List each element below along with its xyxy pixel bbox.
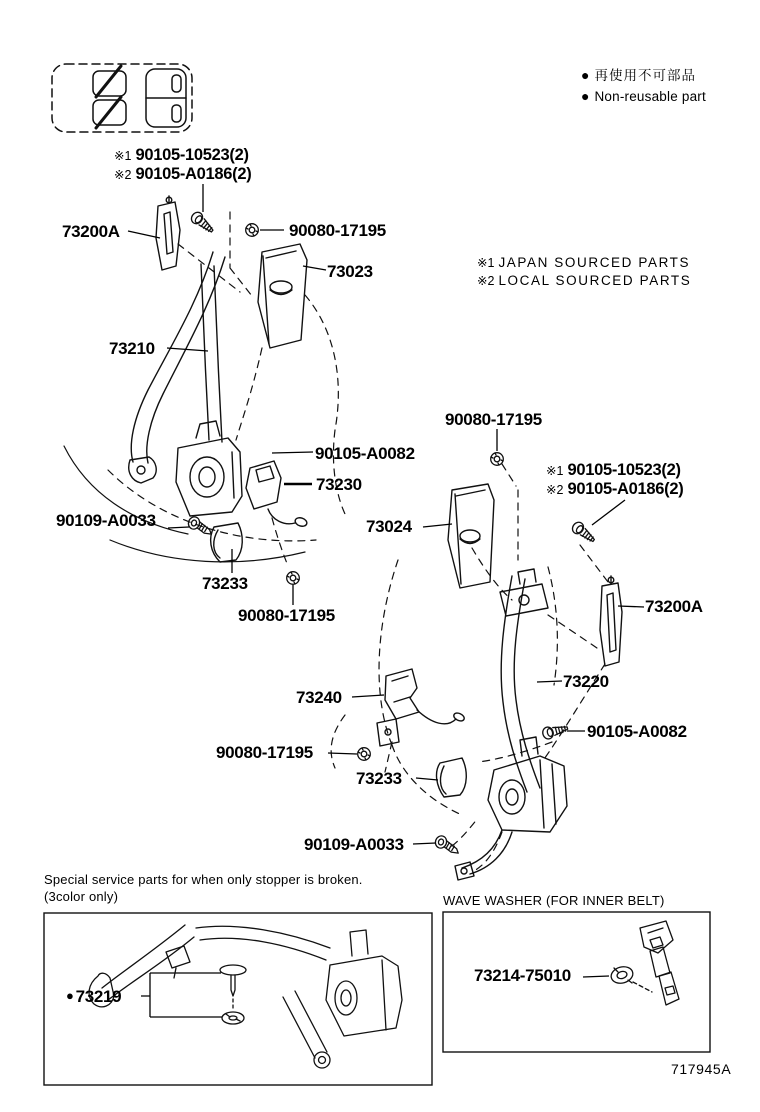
height-adjuster-73200a-right-drawing — [600, 576, 622, 666]
fastener-note-mid: ※1 90105-10523(2) ※2 90105-A0186(2) — [546, 461, 684, 498]
part-label-73024: 73024 — [366, 517, 412, 536]
source-notes: ※1 JAPAN SOURCED PARTS ※2 LOCAL SOURCED PARTS — [477, 255, 692, 288]
nut-icon — [358, 748, 371, 761]
part-label-90105-a0082-1: 90105-A0082 — [315, 444, 415, 463]
part-label-73230: 73230 — [316, 475, 362, 494]
part-label-90105-a0082-2: 90105-A0082 — [587, 722, 687, 741]
fastener-note-top: ※1 90105-10523(2) ※2 90105-A0186(2) — [114, 146, 252, 183]
belt-webbing-73210-drawing — [129, 252, 225, 483]
special-service-caption: Special service parts for when only stopper is broken. (3color only) — [44, 872, 363, 904]
part-label-90080-17195-4: 90080-17195 — [216, 743, 313, 762]
part-label-73219: ● 73219 — [66, 987, 122, 1006]
bolt-icon — [541, 722, 568, 740]
part-label-73233-2: 73233 — [356, 769, 402, 788]
part-label-73240: 73240 — [296, 688, 342, 707]
part-label-90109-a0033-1: 90109-A0033 — [56, 511, 156, 530]
nut-icon — [491, 453, 504, 466]
non-reusable-bullet-icon: ● — [581, 88, 590, 104]
car-top-view-icon — [52, 64, 192, 132]
drawing-code: 717945A — [671, 1061, 732, 1077]
part-label-73233-1: 73233 — [202, 574, 248, 593]
legend-line-jp: ● 再使用不可部品 — [581, 67, 696, 83]
pillar-trim-73023-drawing — [258, 244, 307, 348]
part-label-90080-17195-2: 90080-17195 — [445, 410, 542, 429]
clip-73233-left-drawing — [211, 523, 243, 562]
wave-washer-73214-drawing — [609, 921, 679, 1005]
part-label-73023: 73023 — [327, 262, 373, 281]
bolt-icon — [189, 210, 216, 235]
part-label-90080-17195-3: 90080-17195 — [238, 606, 335, 625]
part-label-90109-a0033-2: 90109-A0033 — [304, 835, 404, 854]
non-reusable-legend — [581, 65, 706, 107]
buckle-73230-drawing — [246, 461, 308, 528]
part-label-73210: 73210 — [109, 339, 155, 358]
nut-icon — [246, 224, 259, 237]
special-service-parts-73219-drawing — [89, 925, 402, 1068]
nut-icon — [287, 572, 300, 585]
height-adjuster-73200a-left-drawing — [156, 196, 180, 270]
part-label-90080-17195-1: 90080-17195 — [289, 221, 386, 240]
part-label-73220: 73220 — [563, 672, 609, 691]
clip-73233-right-drawing — [437, 758, 467, 797]
screw-icon — [434, 834, 462, 854]
non-reusable-bullet-icon: ● — [66, 988, 74, 1003]
wave-washer-caption: WAVE WASHER (FOR INNER BELT) — [443, 893, 665, 908]
part-label-73200a-2: 73200A — [645, 597, 703, 616]
part-label-73200a-1: 73200A — [62, 222, 120, 241]
anchor-bracket-73240-drawing — [377, 669, 465, 746]
part-label-73214-75010: 73214-75010 — [474, 966, 571, 985]
legend-line-en: ● Non-reusable part — [581, 88, 706, 104]
non-reusable-bullet-icon: ● — [581, 67, 590, 83]
